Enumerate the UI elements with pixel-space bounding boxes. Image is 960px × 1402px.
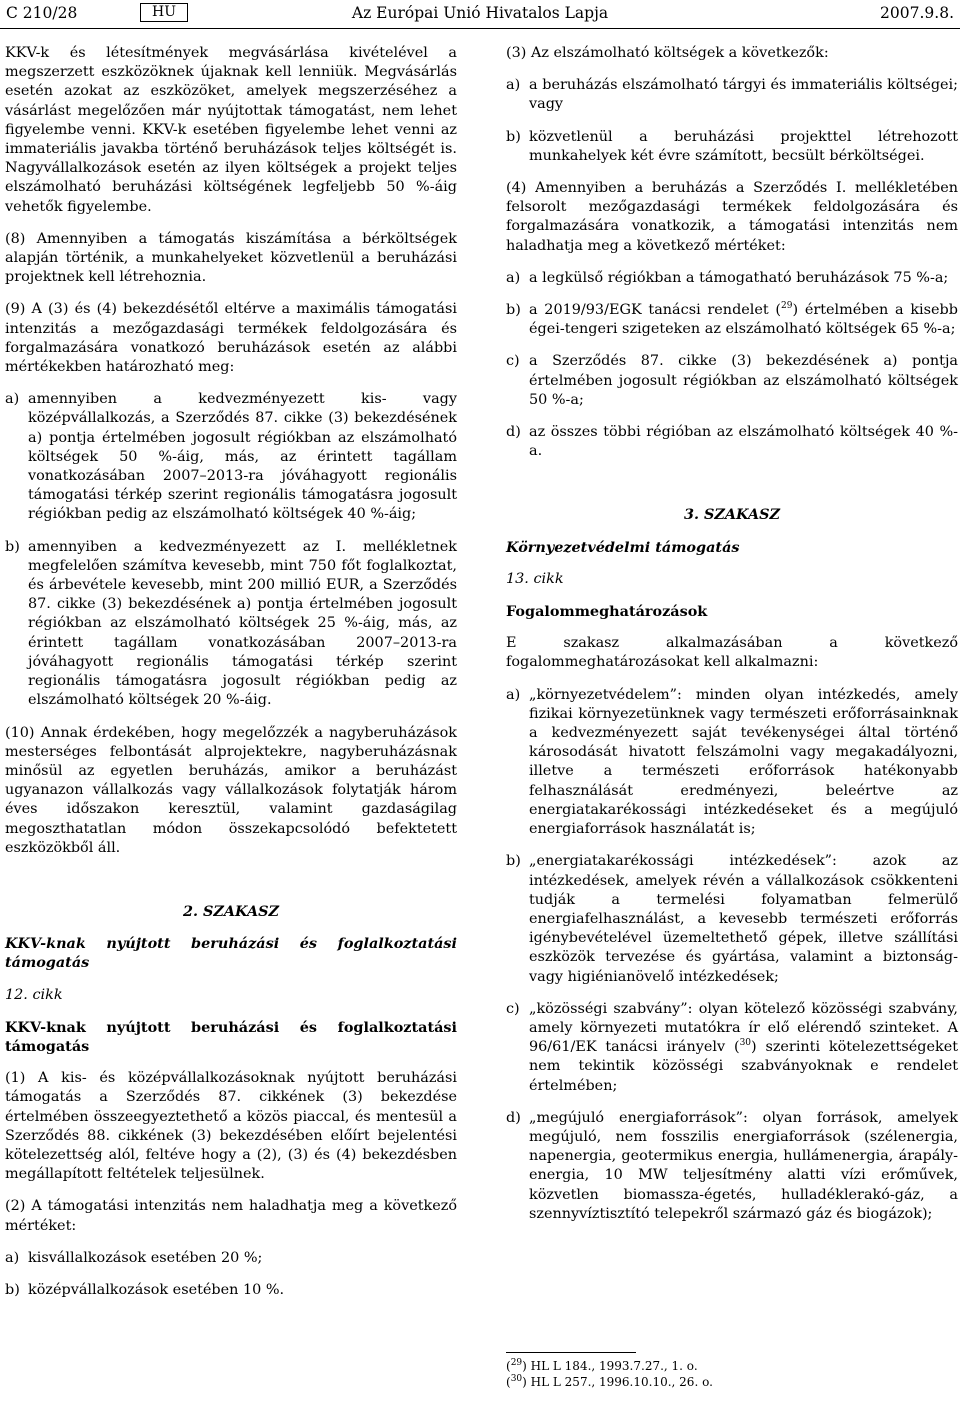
- list-label: a): [5, 391, 20, 408]
- list-text: az összes többi régióban az elszámolható költségek 40 %-a.: [529, 424, 958, 460]
- list-label: b): [506, 853, 521, 870]
- section-title: Környezetvédelmi támogatás: [506, 538, 740, 556]
- list-item: [506, 1109, 958, 1224]
- left-column: [5, 44, 457, 1313]
- footnote-rule: [506, 1352, 636, 1353]
- list-item: [506, 423, 958, 461]
- list-text: amennyiben a kedvezményezett kis- vagy középvállalkozás, a Szerződés 87. cikke (3) bekezdésének a) pontja értelmében jogosult régiókban az elszámolható költségek 50 %-áig, más, az érintett tagállam vonatkozásában 2007–2013-ra jóváhagyott regionális támogatási térkép szerint regionális támogatásra jogosult régiókban pedig az elszámolható költségek 40 %-áig;: [28, 391, 457, 523]
- list-label: d): [506, 1109, 521, 1126]
- footnote-ref: 30: [739, 1038, 752, 1049]
- list-text: „energiatakarékossági intézkedések”: azok az intézkedések, amelyek révén a vállalkozások csökkenteni tudják a termelési folyamatban felmerülő energiafelhasználást, a kevesebb természeti erőforrás igénybevételével üzemeltethető gépek, illetve szállítási eszközök tervezése és gyártása, valamint a biztonság- vagy higiénianövelő intézkedések;: [529, 853, 958, 985]
- list-text: kisvállalkozások esetében 20 %;: [28, 1249, 263, 1266]
- list-item: [506, 76, 958, 114]
- list-label: c): [506, 1000, 520, 1017]
- definitions-intro: E szakasz alkalmazásában a következő fogalommeghatározásokat kell alkalmazni:: [506, 635, 958, 671]
- paragraph-3: (3) Az elszámolható költségek a következők:: [506, 45, 829, 61]
- list-label: a): [5, 1249, 20, 1266]
- section-heading: 3. SZAKASZ: [683, 506, 781, 524]
- article-number: 13. cikk: [506, 570, 564, 587]
- list-label: b): [506, 302, 521, 319]
- list-text: közvetlenül a beruházási projekttel létrehozott munkahelyek két évre számított, becsült bérköltségei.: [529, 128, 958, 164]
- list-label: a): [506, 77, 521, 94]
- list-item: [5, 390, 457, 524]
- paragraph-9: (9) A (3) és (4) bekezdésétől eltérve a maximális támogatási intenzitás a mezőgazdasági termékek feldolgozására és forgalmazására vonatkozó beruházások esetén az alábbi mértékekben határozható meg:: [5, 301, 457, 376]
- list-label: d): [506, 424, 521, 441]
- paragraph-2: (2) A támogatási intenzitás nem haladhatja meg a következő mértéket:: [5, 1198, 457, 1234]
- journal-title: Az Európai Unió Hivatalos Lapja: [351, 4, 609, 22]
- list-item: [506, 352, 958, 410]
- list-label: b): [506, 128, 521, 145]
- list-text: „megújuló energiaforrások”: olyan források, amelyek megújuló, nem fosszilis energiaforrások (szélenergia, napenergia, geotermikus energia, hullámenergia, árapály-energia, 10 MW teljesítmény alatti vízi erőművek, közvetlen biomassza-égetés, hulladéklerakó-gáz, a szennyvíztisztító telepekről származó gáz és biogázok);: [529, 1109, 958, 1222]
- footnote-29: ($^{29}$) HL L 184., 1993.7.27., 1. o.: [506, 1358, 698, 1373]
- article-title: Fogalommeghatározások: [506, 603, 708, 621]
- list-text: „közösségi szabvány”: olyan kötelező közösségi szabvány, amely környezeti mutatókra ír elő elérendő szinteket. A 96/61/EK tanácsi irányelv ($^{30}$) szerinti kötelezettségeket nem tekintik közösségi szabványoknak e rendelet értelmében;: [529, 1000, 958, 1094]
- footnotes: [506, 1358, 958, 1390]
- section-title: KKV-knak nyújtott beruházási és foglalkoztatási támogatás: [5, 935, 457, 972]
- page-header: [6, 2, 954, 24]
- language-box: HU: [140, 3, 188, 22]
- list-item: [5, 1249, 457, 1268]
- list-item: [5, 538, 457, 711]
- page-number: C 210/28: [6, 4, 78, 22]
- publication-date: 2007.9.8.: [880, 4, 954, 22]
- list-text: amennyiben a kedvezményezett az I. mellékletnek megfelelően számítva kevesebb, mint 750 főt foglalkoztat, és árbevétele kevesebb, mint 200 millió EUR, a Szerződés 87. cikke (3) bekezdésének a) pontja értelmében jogosult régiókban az elszámolható költségek 25 %-áig, más, az érintett tagállam vonatkozásában 2007–2013-ra jóváhagyott regionális támogatási térkép szerint regionális támogatásra jogosult régiókban pedig az elszámolható költségek 20 %-áig.: [28, 538, 457, 709]
- header-rule: [0, 28, 960, 29]
- article-title: KKV-knak nyújtott beruházási és foglalkoztatási támogatás: [5, 1018, 457, 1055]
- list-text: a Szerződés 87. cikke (3) bekezdésének a) pontja értelmében jogosult régiókban az elszámolható költségek 50 %-a;: [529, 353, 958, 408]
- list-text: a legkülső régiókban a támogatható beruházások 75 %-a;: [529, 269, 949, 286]
- list-text: „környezetvédelem”: minden olyan intézkedés, amely fizikai környezetünknek vagy természeti erőforrásainknak a kedvezményezett saját tevékenységei által történő károsodását hivatott felszámolni vagy megakadályozni, illetve a természeti erőforrások hatékonyabb felhasználását eredményezi, beleértve az energiatakarékossági intézkedéseket és a megújuló energiaforrások használatát is;: [529, 686, 958, 838]
- footnote-ref: 29: [781, 301, 793, 312]
- footnote-30: ($^{30}$) HL L 257., 1996.10.10., 26. o.: [506, 1374, 713, 1389]
- section-heading: 2. SZAKASZ: [182, 902, 280, 920]
- list-label: b): [5, 538, 20, 555]
- list-text: a beruházás elszámolható tárgyi és immateriális költségei; vagy: [529, 77, 958, 113]
- paragraph-10: (10) Annak érdekében, hogy megelőzzék a nagyberuházások mesterséges felbontását alprojektekre, nagyberuházásnak minősül az egyetlen beruházás, amikor a beruházást ugyanazon vállalkozás vagy vállalkozások folytatják három éves időszakon keresztül, valamint gazdaságilag megoszthatatlan módon összekapcsolódó befektetett eszközökből áll.: [5, 724, 457, 856]
- list-text: a 2019/93/EGK tanácsi rendelet ($^{29}$) értelmében a kisebb égei-tengeri szigeteken az elszámolható költségek 65 %-a;: [529, 301, 958, 338]
- list-label: b): [5, 1281, 20, 1298]
- list-text: középvállalkozások esetében 10 %.: [28, 1281, 285, 1298]
- list-item: [5, 1281, 457, 1300]
- list-item: [506, 686, 958, 840]
- right-column: [506, 44, 958, 1237]
- list-item: [506, 1000, 958, 1096]
- list-label: a): [506, 269, 521, 286]
- paragraph-4: (4) Amennyiben a beruházás a Szerződés I. mellékletében felsorolt mezőgazdasági termékek feldolgozására és forgalmazására vonatkozik, a támogatási intenzitás nem haladhatja meg a következő mértéket:: [506, 180, 958, 254]
- list-item: [506, 301, 958, 339]
- list-label: a): [506, 686, 521, 703]
- list-item: [506, 128, 958, 166]
- paragraph-continuation: KKV-k és létesítmények megvásárlása kivételével a megszerzett eszközöknek újaknak kell lenniük. Megvásárlás esetén azokat az eszközöket, amelyek megszerzéséhez a vásárlást megelőzően már nyújtottak támogatást, nem lehet figyelembe venni. KKV-k esetében figyelembe lehet venni az immateriális javakba történő beruházások teljes költségét is. Nagyvállalkozások esetén az ilyen költségek a projekt teljes elszámolható beruházási költségének legfeljebb 50 %-áig vehetők figyelembe.: [5, 45, 457, 215]
- list-item: [506, 852, 958, 986]
- list-item: [506, 269, 958, 288]
- paragraph-8: (8) Amennyiben a támogatás kiszámítása a bérköltségek alapján történik, a munkahelyeket közvetlenül a beruházási projektnek kell létrehoznia.: [5, 230, 457, 286]
- article-number: 12. cikk: [5, 986, 63, 1003]
- paragraph-1: (1) A kis- és középvállalkozásoknak nyújtott beruházási támogatás a Szerződés 87. cikkének (3) bekezdése értelmében összeegyeztethető a közös piaccal, és mentesül a Szerződés 88. cikkének (3) bekezdésében előírt bejelentési kötelezettség alól, feltéve hogy a (2), (3) és (4) bekezdésben megállapított feltételek teljesülnek.: [5, 1070, 457, 1183]
- list-label: c): [506, 353, 520, 370]
